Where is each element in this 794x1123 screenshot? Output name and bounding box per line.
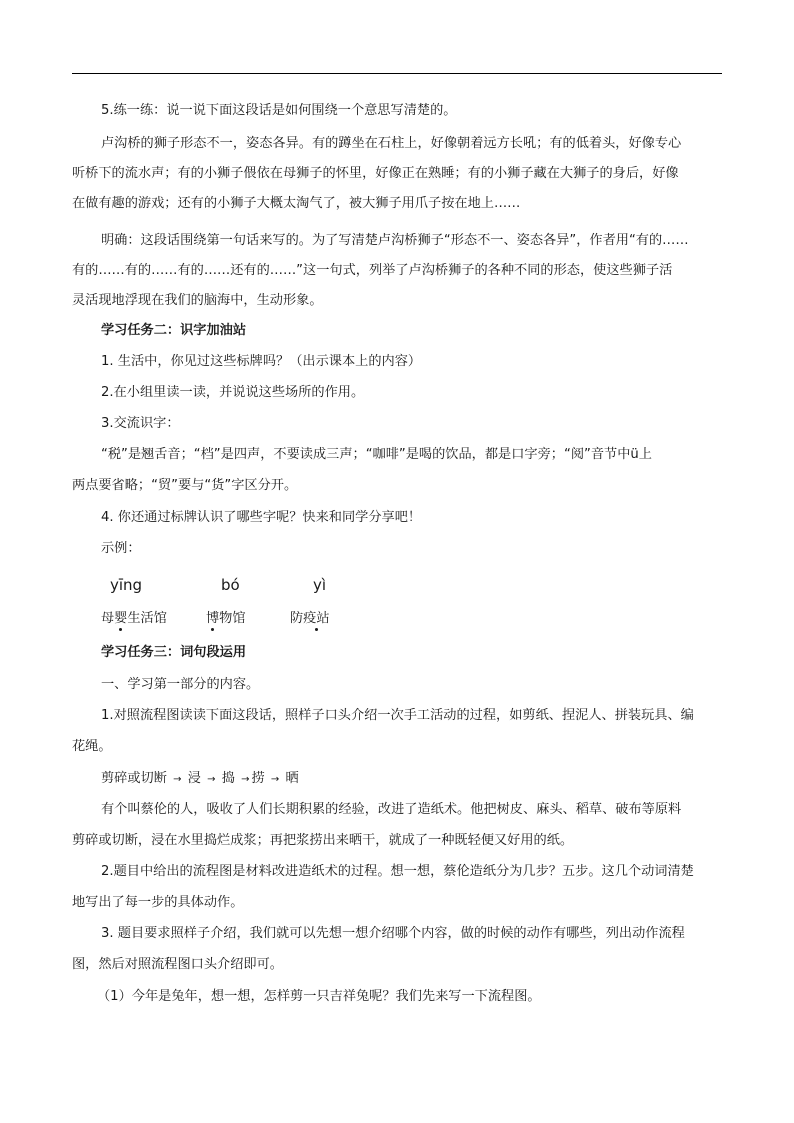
task-2-item-4: 4. 你还通过标牌认识了哪些字呢？快来和同学分享吧！ [101,510,422,525]
example-word: 博物馆 [206,611,246,626]
example-word: 防疫站 [290,611,330,626]
header-rule [72,73,722,74]
flow-step: 晒 [285,771,299,786]
pinyin-annotation: bó [221,576,240,594]
flow-step: 捞 [251,771,265,786]
exercise-5-title: 5.练一练：说一说下面这段话是如何围绕一个意思写清楚的。 [101,103,457,118]
passage-line: 在做有趣的游戏；还有的小狮子大概太淘气了，被大狮子用爪子按在地上…… [72,196,521,211]
passage-line: 卢沟桥的狮子形态不一，姿态各异。有的蹲坐在石柱上，好像朝着远方长吼；有的低着头，好像专心 [101,136,682,151]
flow-step: 剪碎或切断 [101,771,167,786]
task-3-item-3: 3. 题目要求照样子介绍，我们就可以先想一想介绍哪个内容，做的时候的动作有哪些，列出动作流程 [101,926,685,941]
arrow-icon: → [173,774,182,785]
task-2-item-2: 2.在小组里读一读，并说说这些场所的作用。 [101,385,365,400]
arrow-icon: → [270,774,280,785]
passage-line: 听桥下的流水声；有的小狮子偎依在母狮子的怀里，好像正在熟睡；有的小狮子藏在大狮子的身后，好像 [72,166,679,181]
explanation-line: 明确：这段话围绕第一句话来写的。为了写清楚卢沟桥狮子“形态不一、姿态各异”，作者用“有的…… [101,233,689,248]
explanation-line: 有的……有的……有的……还有的……”这一句式，列举了卢沟桥狮子的各种不同的形态，使这些狮子活 [72,263,673,278]
task-3-item-1: 1.对照流程图读读下面这段话，照样子口头介绍一次手工活动的过程，如剪纸、捏泥人、拼装玩具、编 [101,708,694,723]
flow-chart [101,769,299,790]
task-3-item-3: 图，然后对照流程图口头介绍即可。 [72,957,283,972]
arrow-icon: → [241,774,250,785]
example-word: 母婴生活馆 [101,611,167,626]
flow-step: 浸 [187,771,201,786]
task-2-item-1: 1. 生活中，你见过这些标牌吗？（出示课本上的内容） [101,354,422,369]
task-3-item-1: 花绳。 [72,739,112,754]
pinyin-annotation: yì [313,576,327,594]
emphasis-dot [211,628,214,631]
sub-item-1: （1）今年是兔年，想一想，怎样剪一只吉祥兔呢？我们先来写一下流程图。 [97,989,541,1004]
explanation-line: 灵活现地浮现在我们的脑海中，生动形象。 [72,293,323,308]
flow-step: 捣 [221,771,235,786]
part-1-intro: 一、学习第一部分的内容。 [101,677,260,692]
papermaking-passage: 剪碎或切断，浸在水里捣烂成浆；再把浆捞出来晒干，就成了一种既轻便又好用的纸。 [72,833,574,848]
example-label: 示例： [101,541,141,556]
task-3-heading: 学习任务三：词句段运用 [101,645,247,660]
arrow-icon: → [207,774,216,785]
task-3-item-2: 2.题目中给出的流程图是材料改进造纸术的过程。想一想，蔡伦造纸分为几步？五步。这几个动词清楚 [101,864,694,879]
papermaking-passage: 有个叫蔡伦的人，吸收了人们长期积累的经验，改进了造纸术。他把树皮、麻头、稻草、破布等原料 [101,802,682,817]
pinyin-annotation: yīng [110,576,143,594]
emphasis-dot [119,628,122,631]
literacy-note-line: 两点要省略；“贸”要与“货”字区分开。 [72,478,298,493]
emphasis-dot [315,628,318,631]
task-3-item-2: 地写出了每一步的具体动作。 [72,895,244,910]
task-2-item-3: 3.交流识字： [101,416,180,431]
task-2-heading: 学习任务二：识字加油站 [101,323,247,338]
literacy-note-line: “税”是翘舌音；“档”是四声，不要读成三声；“咖啡”是喝的饮品，都是口字旁；“阅”音节中ü上 [101,447,652,462]
